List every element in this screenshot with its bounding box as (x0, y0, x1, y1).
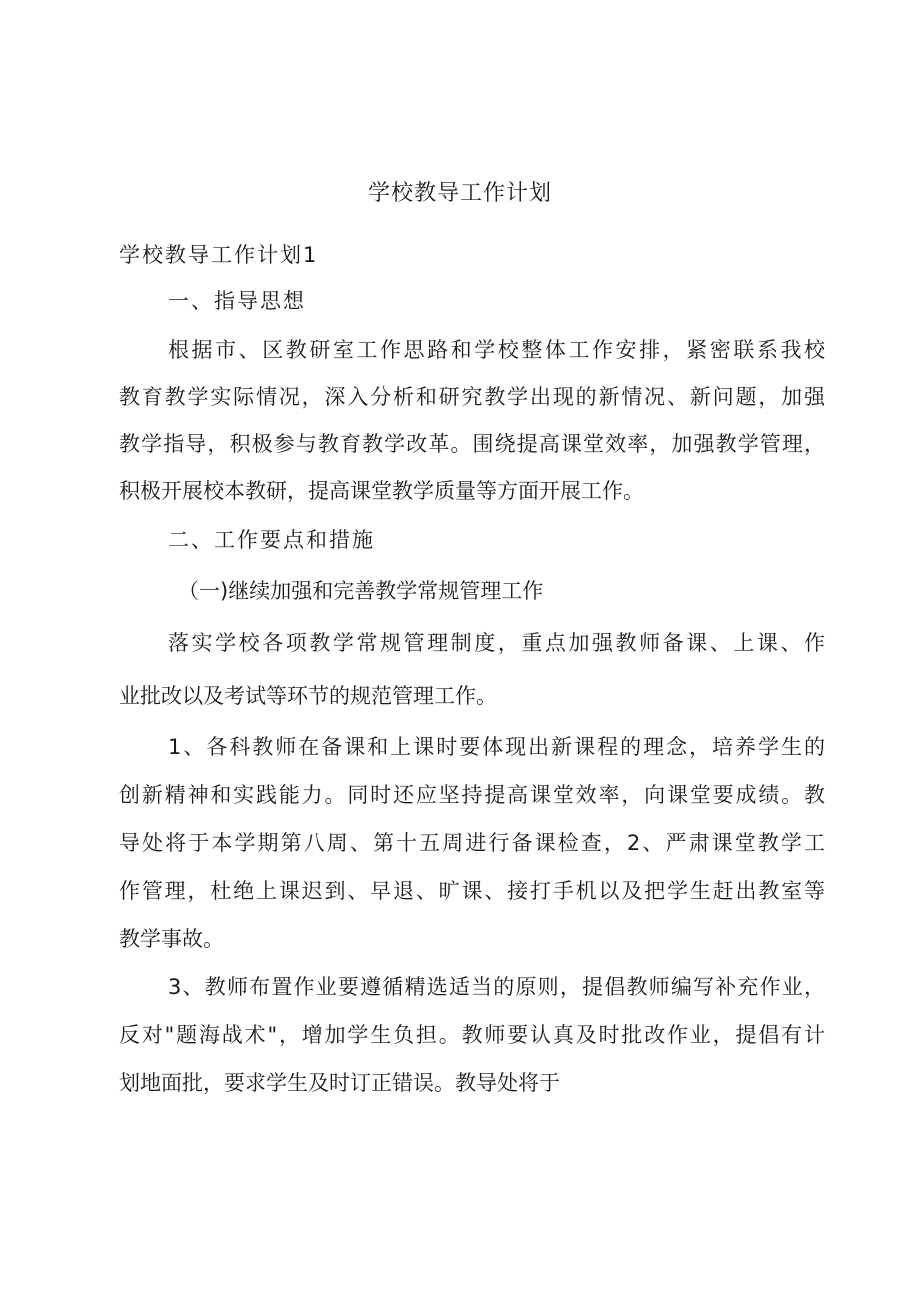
paragraph-line: 3、教师布置作业要遵循精选适当的原则，提倡教师编写补充作业， (168, 975, 825, 999)
document-title: 学校教导工作计划 (367, 181, 552, 206)
paragraph-line: 落实学校各项教学常规管理制度，重点加强教师备课、上课、作 (168, 631, 825, 655)
heading-work-points: 二、工作要点和措施 (168, 528, 375, 552)
paragraph-line: 划地面批，要求学生及时订正错误。教导处将于 (119, 1071, 560, 1095)
paragraph-line: 作管理，杜绝上课迟到、早退、旷课、接打手机以及把学生赶出教室等 (119, 879, 825, 903)
paragraph-line: 导处将于本学期第八周、第十五周进行备课检查，2、严肃课堂教学工 (119, 831, 825, 855)
subheading-routine-management: （一)继续加强和完善教学常规管理工作 (178, 579, 544, 603)
paragraph-line: 教育教学实际情况，深入分析和研究教学出现的新情况、新问题，加强 (119, 385, 825, 409)
paragraph-line: 根据市、区教研室工作思路和学校整体工作安排，紧密联系我校 (168, 338, 825, 362)
paragraph-line: 1、各科教师在备课和上课时要体现出新课程的理念，培养学生的 (168, 735, 825, 759)
paragraph-line: 教学事故。 (119, 927, 224, 951)
paragraph-line: 反对"题海战术"，增加学生负担。教师要认真及时批改作业，提倡有计 (119, 1023, 825, 1047)
paragraph-line: 业批改以及考试等环节的规范管理工作。 (119, 684, 497, 708)
paragraph-line: 教学指导，积极参与教育教学改革。围绕提高课堂效率，加强教学管理， (119, 432, 825, 456)
heading-guiding-ideology: 一、指导思想 (168, 289, 306, 313)
paragraph-line: 创新精神和实践能力。同时还应坚持提高课堂效率，向课堂要成绩。教 (119, 783, 825, 807)
paragraph-line: 积极开展校本教研，提高课堂教学质量等方面开展工作。 (119, 479, 644, 503)
section-heading: 学校教导工作计划1 (119, 243, 319, 267)
